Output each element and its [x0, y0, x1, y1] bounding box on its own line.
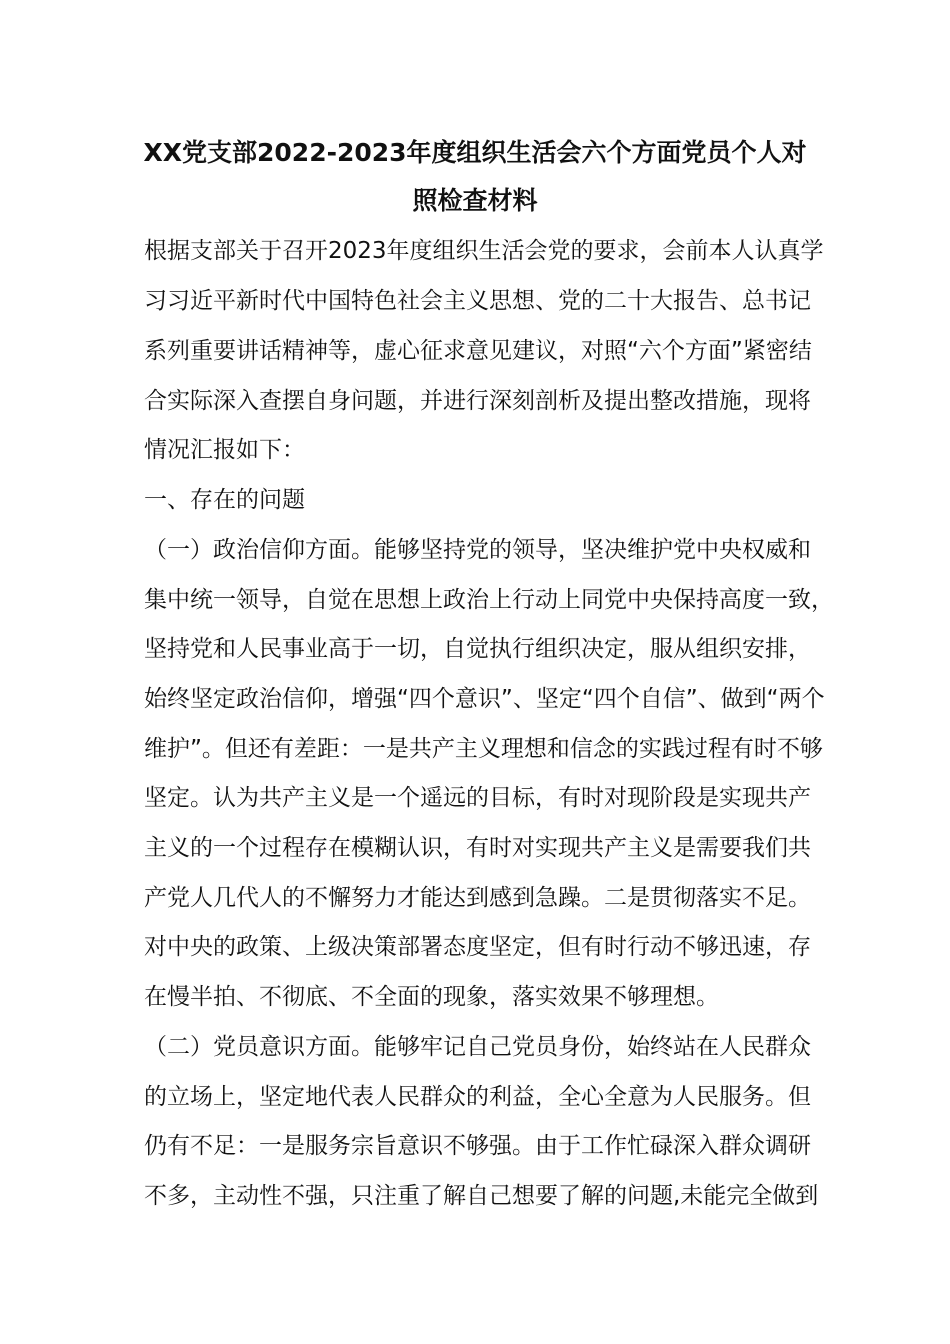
body-line: 坚定。认为共产主义是一个遥远的目标，有时对现阶段是实现共产	[144, 785, 811, 811]
body-line: 根据支部关于召开2023年度组织生活会党的要求，会前本人认真学	[144, 238, 824, 264]
body-line: （一）政治信仰方面。能够坚持党的领导，坚决维护党中央权威和	[144, 537, 811, 563]
section-heading: 一、存在的问题	[144, 487, 305, 513]
body-line: 的立场上，坚定地代表人民群众的利益，全心全意为人民服务。但	[144, 1084, 811, 1110]
body-line: 对中央的政策、上级决策部署态度坚定，但有时行动不够迅速，存	[144, 934, 811, 960]
document-title-line-2: 照检查材料	[412, 186, 538, 215]
body-line: 系列重要讲话精神等，虚心征求意见建议，对照“六个方面”紧密结	[144, 338, 812, 364]
body-line: 习习近平新时代中国特色社会主义思想、党的二十大报告、总书记	[144, 288, 811, 314]
body-line: 情况汇报如下：	[144, 437, 305, 463]
body-line: 在慢半拍、不彻底、不全面的现象，落实效果不够理想。	[144, 984, 719, 1010]
body-line: 主义的一个过程存在模糊认识，有时对实现共产主义是需要我们共	[144, 835, 811, 861]
body-line: 集中统一领导，自觉在思想上政治上行动上同党中央保持高度一致，	[144, 587, 834, 613]
body-line: 不多，主动性不强，只注重了解自己想要了解的问题,未能完全做到	[144, 1183, 819, 1209]
body-line: 仍有不足：一是服务宗旨意识不够强。由于工作忙碌深入群众调研	[144, 1133, 811, 1159]
document-title-line-1: XX党支部2022-2023年度组织生活会六个方面党员个人对	[143, 138, 807, 167]
body-line: 始终坚定政治信仰，增强“四个意识”、坚定“四个自信”、做到“两个	[144, 686, 825, 712]
body-line: 坚持党和人民事业高于一切，自觉执行组织决定，服从组织安排，	[144, 636, 811, 662]
body-line: 合实际深入查摆自身问题，并进行深刻剖析及提出整改措施，现将	[144, 388, 811, 414]
body-line: 产党人几代人的不懈努力才能达到感到急躁。二是贯彻落实不足。	[144, 885, 811, 911]
body-line: 维护”。但还有差距：一是共产主义理想和信念的实践过程有时不够	[144, 736, 823, 762]
body-line: （二）党员意识方面。能够牢记自己党员身份，始终站在人民群众	[144, 1034, 811, 1060]
